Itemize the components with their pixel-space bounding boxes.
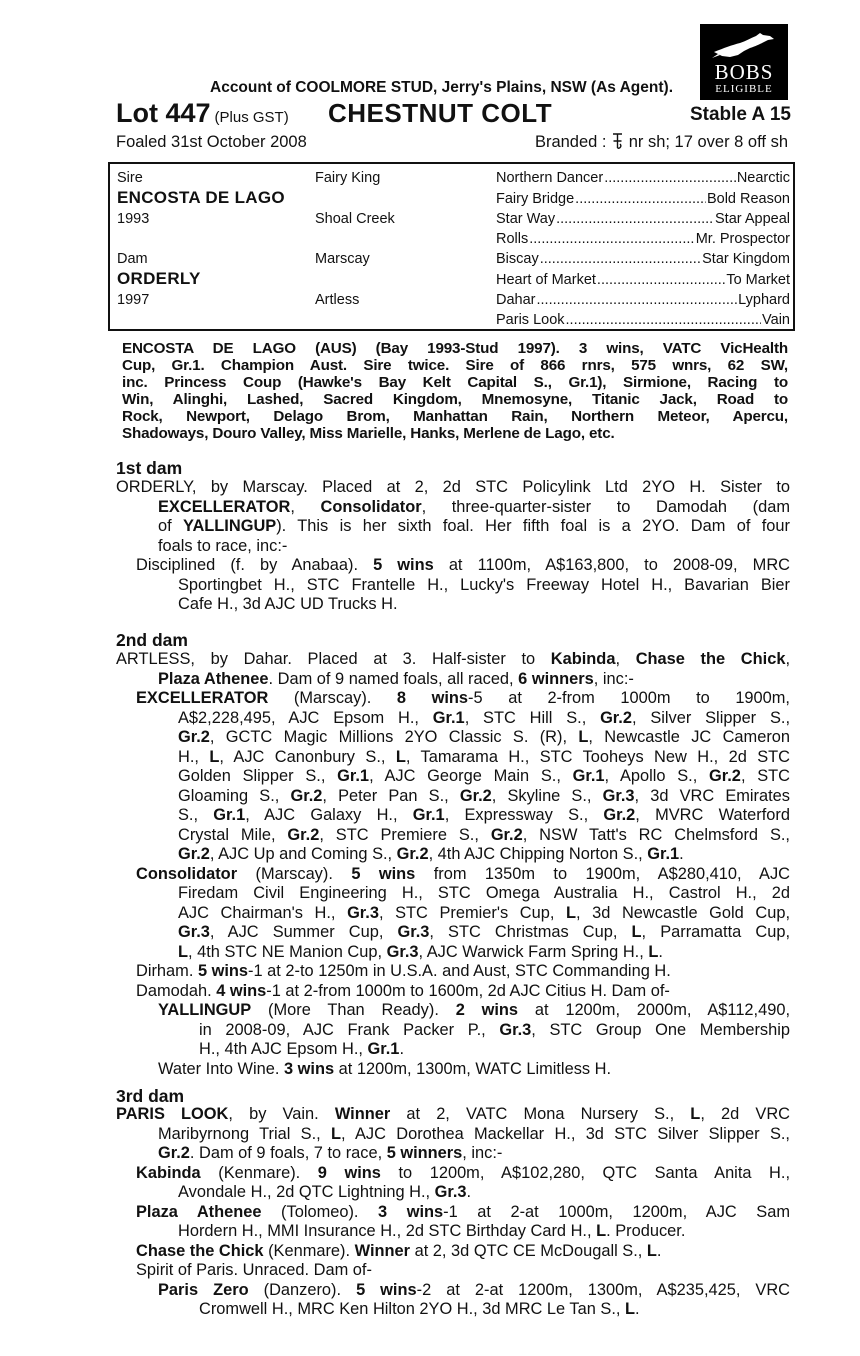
text: Cafe H., 3d AJC UD Trucks H. (178, 595, 398, 613)
dam-label: Dam (117, 251, 148, 267)
text: , AJC Canonbury S., (219, 747, 396, 766)
stable-location: Stable A 15 (689, 104, 791, 125)
text: Firedam Civil Engineering H., STC Omega Australia H., Castrol H., 2d (178, 884, 790, 902)
gp-left: Northern Dancer (496, 170, 604, 186)
dam-year: 1997 (117, 292, 150, 308)
bold-text: 6 winners (518, 669, 594, 688)
text: S., (178, 806, 214, 824)
text: , 3d Newcastle Gold Cup, (576, 903, 790, 922)
sire-summary-line: inc. Princess Coup (Hawke's Bay Kelt Capital S., Gr.1), Sirmione, Racing to (122, 374, 788, 391)
gp-left: Fairy Bridge (496, 191, 575, 207)
text: , STC (740, 767, 791, 785)
sire-label: Sire (117, 170, 143, 186)
entry-line (178, 748, 790, 768)
text: at 1200m, 2000m, A$112,490, (518, 1001, 790, 1019)
sire-summary-line: Win, Alinghi, Lashed, Sacred Kingdom, Mnemosyne, Titanic Jack, Road to (122, 391, 788, 408)
entry-line (116, 650, 790, 670)
text: Disciplined (f. by Anabaa). (136, 556, 374, 574)
text: -5 at 2-from 1000m to 1900m, (468, 689, 790, 707)
sire-summary (122, 340, 788, 442)
text: Water Into Wine. (158, 1059, 285, 1078)
text: -1 at 2-at 1000m, 1200m, AJC Sam (443, 1202, 790, 1221)
text: at 2, VATC Mona Nursery S., (390, 1105, 691, 1123)
entry-line (158, 1060, 611, 1080)
text: , 4th STC NE Manion Cup, (188, 942, 387, 961)
branded-label: Branded : (534, 133, 607, 151)
account-line: Account of COOLMORE STUD, Jerry's Plains, NSW (As Agent). (210, 79, 673, 96)
bold-text: EXCELLERATOR (158, 497, 291, 516)
text: . (466, 1183, 472, 1201)
entry-line (199, 1021, 790, 1041)
sire-summary-line: ENCOSTA DE LAGO (AUS) (Bay 1993-Stud 1997). 3 wins, VATC VicHealth (122, 340, 788, 357)
entry-line (199, 1300, 640, 1320)
bold-text: L (690, 1105, 701, 1123)
text: . (656, 1241, 662, 1260)
bold-text: Gr.1 (432, 708, 465, 727)
bold-text: Gr.2 (600, 708, 632, 727)
bold-text: L (648, 942, 659, 961)
entry-line (116, 1105, 790, 1125)
bold-text: Gr.1 (647, 845, 680, 863)
logo-text-eligible: ELIGIBLE (715, 83, 773, 95)
gp-right: Star Appeal (715, 211, 790, 227)
text: , Newcastle JC Cameron (588, 728, 791, 746)
text: Hordern H., MMI Insurance H., 2d STC Birthday Card H., (178, 1222, 597, 1240)
brand-mark-icon (611, 132, 624, 150)
text: . Producer. (606, 1222, 686, 1240)
gp-left: Rolls (496, 231, 529, 247)
text: , three-quarter-sister to Damodah (dam (421, 497, 790, 516)
sire-summary-line: Rock, Newport, Delago Brom, Manhattan Rain, Northern Meteor, Apercu, (122, 408, 788, 425)
entry-line (158, 517, 790, 537)
pedigree-table (108, 162, 795, 331)
text: AJC Chairman's H., (178, 903, 348, 922)
text: Maribyrnong Trial S., (158, 1124, 332, 1143)
text: , AJC Warwick Farm Spring H., (418, 942, 649, 961)
bold-text: Gr.3 (397, 923, 430, 941)
text: (Marscay). (237, 864, 352, 883)
text: ARTLESS, by Dahar. Placed at 3. Half-sister to (116, 650, 551, 668)
entry-line (158, 1144, 502, 1164)
bold-text: PARIS LOOK (116, 1105, 229, 1123)
bold-text: 8 wins (396, 689, 469, 707)
bold-text: L (565, 903, 576, 922)
bold-text: Gr.2 (603, 806, 636, 824)
entry-line (136, 556, 790, 576)
text: (Kenmare). (263, 1241, 355, 1260)
text: , AJC George Main S., (369, 767, 573, 785)
grandparent-row (496, 209, 790, 229)
horse-icon (710, 30, 778, 60)
text: , GCTC Magic Millions 2YO Classic S. (R), (209, 728, 579, 746)
entry-line (178, 709, 790, 729)
text: , STC Group One Membership (531, 1020, 790, 1039)
bold-text: Gr.2 (396, 845, 429, 863)
gp-left: Paris Look (496, 312, 565, 328)
bold-text: Chase the Chick (136, 1241, 264, 1260)
text: from 1350m to 1900m, A$280,410, AJC (415, 864, 790, 883)
bold-text: 5 wins (351, 864, 416, 883)
grandparent-row (496, 229, 790, 249)
branded-text: nr sh; 17 over 8 off sh (628, 133, 788, 151)
text: -1 at 2-to 1250m in U.S.A. and Aust, STC Commanding H. (248, 962, 671, 980)
sire-name: ENCOSTA DE LAGO (117, 188, 285, 207)
bold-text: Consolidator (136, 864, 238, 883)
text: H., (178, 747, 210, 766)
text: , STC Christmas Cup, (429, 923, 632, 941)
text: , Apollo S., (604, 767, 710, 785)
foaled-date: Foaled 31st October 2008 (116, 133, 307, 151)
bold-text: Gr.2 (459, 786, 492, 805)
text: at 2, 3d QTC CE McDougall S., (410, 1241, 647, 1260)
text: . Dam of 9 named foals, all raced, (268, 669, 519, 688)
section-title-2nd-dam: 2nd dam (116, 630, 188, 650)
text: Crystal Mile, (178, 825, 288, 844)
bold-text: Kabinda (136, 1163, 201, 1182)
bold-text: 3 wins (378, 1202, 444, 1221)
text: , inc:- (462, 1144, 503, 1162)
branded-info (535, 131, 788, 153)
grandparent-row (496, 189, 790, 209)
lot-header (116, 98, 791, 128)
bold-text: Gr.2 (158, 1144, 190, 1162)
bold-text: Gr.3 (386, 942, 419, 961)
text: , inc:- (593, 669, 634, 688)
bold-text: Gr.3 (434, 1183, 467, 1201)
bold-text: L (578, 728, 589, 746)
text: , (615, 650, 636, 668)
logo-text-bobs: BOBS (714, 60, 774, 84)
text: , 3d VRC Emirates (634, 786, 790, 805)
dam-name: ORDERLY (117, 269, 201, 288)
entry-line (136, 1164, 790, 1184)
entry-line (178, 1222, 685, 1242)
sire-summary-line: Shadoways, Douro Valley, Miss Marielle, Hanks, Merlene de Lago, etc. (122, 425, 615, 442)
lot-description: CHESTNUT COLT (328, 98, 553, 128)
bold-text: Gr.2 (178, 845, 210, 863)
text: , NSW Tatt's RC Chelmsford S., (522, 825, 790, 844)
text: , Peter Pan S., (322, 786, 460, 805)
bold-text: Gr.2 (287, 825, 320, 844)
entry-line (136, 1203, 790, 1223)
text: , (785, 650, 790, 668)
bold-text: 5 winners (386, 1144, 463, 1162)
text: (Kenmare). (200, 1163, 318, 1182)
text: Avondale H., 2d QTC Lightning H., (178, 1183, 435, 1201)
bold-text: 5 wins (373, 556, 434, 574)
entry-line (158, 537, 287, 557)
entry-line (158, 1281, 790, 1301)
bold-text: Gr.2 (290, 786, 323, 805)
entry-line (136, 982, 670, 1002)
text: Cromwell H., MRC Ken Hilton 2YO H., 3d MRC Le Tan S., (199, 1300, 625, 1318)
entry-line (178, 728, 790, 748)
grandparent-row (496, 310, 790, 330)
bold-text: L (395, 747, 406, 766)
bold-text: Gr.1 (572, 767, 605, 785)
text: ). This is her sixth foal. Her fifth foal is a 2YO. Dam of four (276, 517, 790, 535)
gp-right: Lyphard (738, 292, 790, 308)
bold-text: YALLINGUP (158, 1001, 252, 1019)
bold-text: 3 wins (284, 1059, 335, 1078)
sire-summary-line: Cup, Gr.1. Champion Aust. Sire twice. Sire of 866 rnrs, 575 wnrs, 62 SW, (122, 357, 788, 374)
text: (Tolomeo). (261, 1202, 379, 1221)
gp-left: Biscay (496, 251, 539, 267)
text: , AJC Galaxy H., (245, 806, 413, 824)
bold-text: 4 wins (216, 981, 267, 1000)
text: . (635, 1300, 640, 1318)
text: Damodah. (136, 981, 217, 1000)
bold-text: Plaza Athenee (158, 669, 269, 688)
text: , (290, 497, 321, 516)
text: (Marscay). (268, 689, 397, 707)
grandparent-row (496, 290, 790, 310)
entry-line (178, 943, 663, 963)
text: , STC Premier's Cup, (378, 903, 566, 922)
text: to 1200m, A$102,280, QTC Santa Anita H., (380, 1163, 791, 1182)
lot-number: Lot 447 (116, 98, 211, 128)
entry-line (178, 884, 790, 904)
gp-right: Vain (762, 312, 790, 328)
gp-left: Star Way (496, 211, 556, 227)
entry-line (136, 1261, 372, 1281)
bold-text: Gr.2 (709, 767, 741, 785)
text: H., 4th AJC Epsom H., (199, 1040, 368, 1058)
entry-line (178, 845, 684, 865)
text: Sportingbet H., STC Frantelle H., Lucky's Freeway Hotel H., Bavarian Bier (178, 575, 790, 594)
bold-text: 9 wins (317, 1163, 381, 1182)
text: , MVRC Waterford (635, 806, 790, 824)
text: , Silver Slipper S., (631, 708, 790, 727)
entry-line (178, 787, 790, 807)
grandparent-row (496, 270, 790, 290)
text: A$2,228,495, AJC Epsom H., (178, 708, 433, 727)
bold-text: Gr.3 (602, 786, 635, 805)
bold-text: Gr.2 (490, 825, 523, 844)
gp-right: Nearctic (736, 170, 790, 186)
bold-text: Gr.1 (367, 1040, 400, 1058)
entry-line (136, 865, 790, 885)
bold-text: Chase the Chick (635, 650, 786, 668)
grandparent-row (496, 249, 790, 269)
bold-text: L (178, 942, 189, 961)
text: of (158, 517, 184, 535)
dam-sire: Marscay (315, 251, 370, 267)
entry-line (178, 806, 790, 826)
text: -1 at 2-from 1000m to 1600m, 2d AJC Citius H. Dam of- (266, 981, 670, 1000)
text: , STC Hill S., (464, 708, 601, 727)
text: ORDERLY, by Marscay. Placed at 2, 2d STC Policylink Ltd 2YO H. Sister to (116, 478, 790, 496)
bold-text: Kabinda (550, 650, 616, 668)
bold-text: Gr.3 (499, 1020, 532, 1039)
bold-text: Gr.3 (178, 923, 210, 941)
bold-text: L (625, 1300, 636, 1318)
entry-line (199, 1040, 404, 1060)
text: , Skyline S., (491, 786, 603, 805)
bold-text: Gr.3 (347, 903, 379, 922)
text: Golden Slipper S., (178, 767, 338, 785)
text: , AJC Summer Cup, (209, 923, 398, 941)
text: Spirit of Paris. Unraced. Dam of- (136, 1261, 372, 1279)
text: . (399, 1040, 404, 1058)
bold-text: Winner (354, 1241, 411, 1260)
sire-dam: Shoal Creek (315, 211, 395, 227)
bold-text: Consolidator (320, 497, 422, 516)
text: , AJC Up and Coming S., (209, 845, 397, 863)
text: -2 at 2-at 1200m, 1300m, A$235,425, VRC (416, 1280, 791, 1299)
gp-right: To Market (726, 272, 790, 288)
bobs-eligible-logo (700, 24, 788, 100)
bold-text: Gr.1 (337, 767, 370, 785)
entry-line (158, 498, 790, 518)
gp-left: Dahar (496, 292, 536, 308)
entry-line (178, 826, 790, 846)
sire-sire: Fairy King (315, 170, 381, 186)
text: . Dam of 9 foals, 7 to race, (189, 1144, 387, 1162)
text: at 1200m, 1300m, WATC Limitless H. (334, 1059, 612, 1078)
grandparent-row (496, 168, 790, 188)
text: at 1100m, A$163,800, to 2008-09, MRC (433, 556, 791, 574)
text: , AJC Dorothea Mackellar H., 3d STC Silver Slipper S., (341, 1124, 790, 1143)
entry-line (178, 576, 790, 596)
bold-text: L (209, 747, 220, 766)
entry-line (158, 670, 634, 690)
text: Gloaming S., (178, 786, 291, 805)
bold-text: L (646, 1241, 657, 1260)
text: , Tamarama H., STC Tooheys New H., 2d STC (405, 747, 791, 766)
text: Dirham. (136, 962, 198, 980)
bold-text: 5 wins (356, 1280, 417, 1299)
text: , STC Premiere S., (319, 825, 491, 844)
text: (More Than Ready). (251, 1001, 456, 1019)
gp-right: Star Kingdom (702, 251, 790, 267)
entry-line (178, 923, 790, 943)
entry-line (136, 689, 790, 709)
bold-text: Gr.1 (412, 806, 445, 824)
bold-text: 2 wins (455, 1001, 519, 1019)
text: , Parramatta Cup, (641, 923, 790, 941)
bold-text: EXCELLERATOR (136, 689, 269, 707)
text: . (658, 942, 663, 961)
text: , 2d VRC (700, 1105, 790, 1123)
text: , 4th AJC Chipping Norton S., (428, 845, 648, 863)
bold-text: YALLINGUP (183, 517, 277, 535)
bold-text: Gr.2 (178, 728, 210, 746)
text: (Danzero). (248, 1280, 357, 1299)
bold-text: L (331, 1124, 342, 1143)
sire-year: 1993 (117, 211, 150, 227)
entry-line (178, 1183, 471, 1203)
bold-text: Plaza Athenee (136, 1202, 262, 1221)
entry-line (116, 478, 790, 498)
text: , by Vain. (228, 1105, 335, 1123)
entry-line (136, 962, 671, 982)
text: . (679, 845, 684, 863)
text: foals to race, inc:- (158, 536, 288, 555)
entry-line (178, 767, 790, 787)
section-title-1st-dam: 1st dam (116, 458, 183, 478)
entry-line (136, 1242, 661, 1262)
bold-text: Paris Zero (158, 1280, 249, 1299)
entry-line (158, 1125, 790, 1145)
section-title-3rd-dam: 3rd dam (116, 1086, 185, 1106)
entry-line (178, 595, 398, 615)
gp-left: Heart of Market (496, 272, 596, 288)
bold-text: Gr.1 (213, 806, 246, 824)
bold-text: L (631, 923, 642, 941)
bold-text: 5 wins (197, 962, 249, 980)
gst-note: (Plus GST) (214, 109, 289, 126)
text: in 2008-09, AJC Frank Packer P., (199, 1020, 500, 1039)
bold-text: Winner (334, 1105, 391, 1123)
gp-right: Bold Reason (706, 191, 790, 207)
entry-line (178, 904, 790, 924)
text: , Expressway S., (444, 806, 604, 824)
gp-right: Mr. Prospector (695, 231, 790, 247)
dam-dam: Artless (315, 292, 360, 308)
bold-text: L (596, 1222, 607, 1240)
entry-line (158, 1001, 790, 1021)
